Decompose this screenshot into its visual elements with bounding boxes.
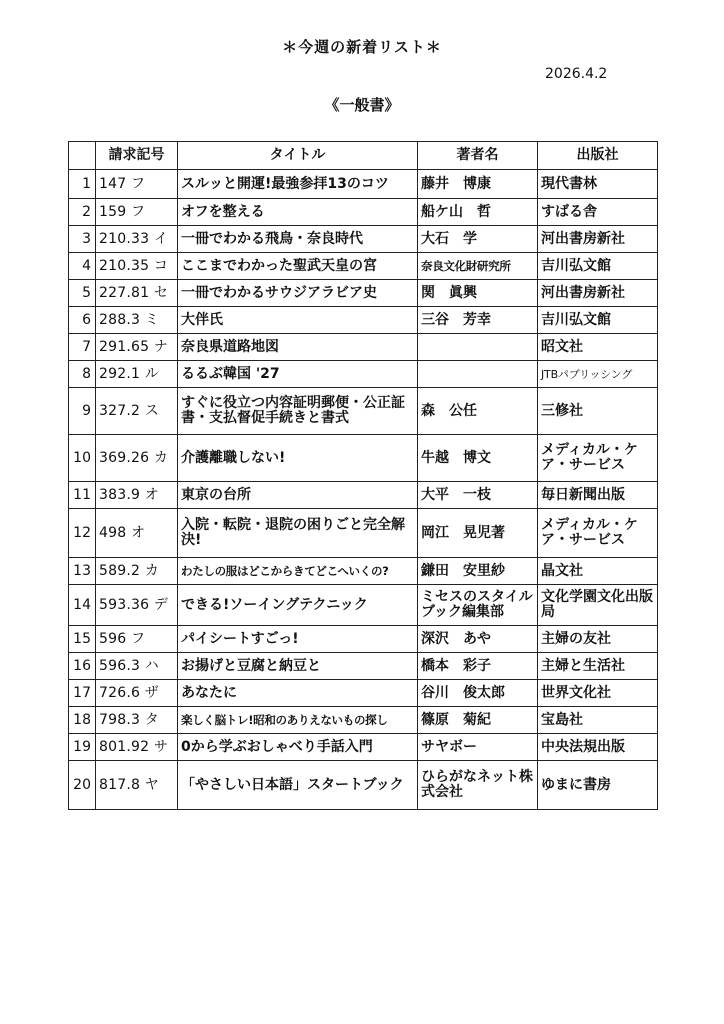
- publisher-cell: 河出書房新社: [538, 280, 658, 307]
- row-number: 4: [69, 253, 96, 280]
- list-title: ＊今週の新着リスト＊: [282, 38, 442, 56]
- author-cell: [418, 361, 538, 388]
- table-row: [69, 626, 658, 653]
- publisher-cell: 現代書林: [538, 170, 658, 199]
- title-cell: 大伴氏: [178, 307, 418, 334]
- author-cell: 深沢 あや: [418, 626, 538, 653]
- row-number: 12: [69, 509, 96, 558]
- table-row: [69, 558, 658, 585]
- call-number-cell: 227.81 セ: [96, 280, 178, 307]
- row-number: 19: [69, 734, 96, 761]
- title-cell: あなたに: [178, 680, 418, 707]
- call-number-cell: 596 フ: [96, 626, 178, 653]
- title-cell: ここまでわかった聖武天皇の宮: [178, 253, 418, 280]
- call-number-cell: 292.1 ル: [96, 361, 178, 388]
- call-number-cell: 291.65 ナ: [96, 334, 178, 361]
- title-cell: できる!ソーイングテクニック: [178, 585, 418, 626]
- publisher-cell: 中央法規出版: [538, 734, 658, 761]
- author-cell: 奈良文化財研究所: [418, 253, 538, 280]
- table-row: [69, 761, 658, 810]
- author-cell: サヤボー: [418, 734, 538, 761]
- title-cell: 奈良県道路地図: [178, 334, 418, 361]
- publisher-cell: 毎日新聞出版: [538, 482, 658, 509]
- call-number-cell: 147 フ: [96, 170, 178, 199]
- table-row: [69, 734, 658, 761]
- title-cell: わたしの服はどこからきてどこへいくの?: [178, 558, 418, 585]
- call-number-cell: 593.36 デ: [96, 585, 178, 626]
- call-number-cell: 498 オ: [96, 509, 178, 558]
- title-cell: るるぶ韓国 '27: [178, 361, 418, 388]
- title-cell: 一冊でわかるサウジアラビア史: [178, 280, 418, 307]
- author-cell: 篠原 菊紀: [418, 707, 538, 734]
- list-date: 2026.4.2: [545, 66, 608, 82]
- row-number: 14: [69, 585, 96, 626]
- header-title: タイトル: [178, 142, 418, 170]
- author-cell: 牛越 博文: [418, 435, 538, 482]
- publisher-cell: すばる舎: [538, 199, 658, 226]
- call-number-cell: 726.6 ザ: [96, 680, 178, 707]
- table-row: [69, 653, 658, 680]
- call-number-cell: 801.92 サ: [96, 734, 178, 761]
- row-number: 6: [69, 307, 96, 334]
- author-cell: 大平 一枝: [418, 482, 538, 509]
- author-cell: 関 眞興: [418, 280, 538, 307]
- table-row: [69, 170, 658, 199]
- row-number: 13: [69, 558, 96, 585]
- table-row: [69, 361, 658, 388]
- table-row: [69, 707, 658, 734]
- title-cell: お揚げと豆腐と納豆と: [178, 653, 418, 680]
- row-number: 2: [69, 199, 96, 226]
- table-row: [69, 435, 658, 482]
- author-cell: 橋本 彩子: [418, 653, 538, 680]
- row-number: 11: [69, 482, 96, 509]
- row-number: 5: [69, 280, 96, 307]
- table-row: [69, 680, 658, 707]
- row-number: 9: [69, 388, 96, 435]
- publisher-cell: 吉川弘文館: [538, 307, 658, 334]
- publisher-cell: 河出書房新社: [538, 226, 658, 253]
- row-number: 20: [69, 761, 96, 810]
- publisher-cell: メディカル・ケア・サービス: [538, 509, 658, 558]
- publisher-cell: 晶文社: [538, 558, 658, 585]
- row-number: 15: [69, 626, 96, 653]
- publisher-cell: 主婦と生活社: [538, 653, 658, 680]
- publisher-cell: メディカル・ケア・サービス: [538, 435, 658, 482]
- author-cell: ひらがなネット株式会社: [418, 761, 538, 810]
- table-row: [69, 199, 658, 226]
- author-cell: 谷川 俊太郎: [418, 680, 538, 707]
- title-cell: パイシートすごっ!: [178, 626, 418, 653]
- call-number-cell: 383.9 オ: [96, 482, 178, 509]
- row-number: 18: [69, 707, 96, 734]
- table-row: [69, 585, 658, 626]
- title-cell: 東京の台所: [178, 482, 418, 509]
- row-number: 8: [69, 361, 96, 388]
- table-row: [69, 334, 658, 361]
- row-number: 7: [69, 334, 96, 361]
- title-cell: 楽しく脳トレ!昭和のありえないもの探し: [178, 707, 418, 734]
- table-row: [69, 509, 658, 558]
- table-row: [69, 307, 658, 334]
- table-row: [69, 226, 658, 253]
- title-cell: 一冊でわかる飛鳥・奈良時代: [178, 226, 418, 253]
- call-number-cell: 327.2 ス: [96, 388, 178, 435]
- new-arrivals-table: [68, 141, 658, 810]
- author-cell: 船ケ山 哲: [418, 199, 538, 226]
- title-cell: すぐに役立つ内容証明郵便・公正証書・支払督促手続きと書式: [178, 388, 418, 435]
- publisher-cell: ゆまに書房: [538, 761, 658, 810]
- header-publisher: 出版社: [538, 142, 658, 170]
- publisher-cell: 三修社: [538, 388, 658, 435]
- author-cell: 森 公任: [418, 388, 538, 435]
- call-number-cell: 817.8 ヤ: [96, 761, 178, 810]
- table-header-row: [69, 142, 658, 170]
- author-cell: 三谷 芳幸: [418, 307, 538, 334]
- author-cell: ミセスのスタイルブック編集部: [418, 585, 538, 626]
- header-author: 著者名: [418, 142, 538, 170]
- title-cell: 「やさしい日本語」スタートブック: [178, 761, 418, 810]
- call-number-cell: 288.3 ミ: [96, 307, 178, 334]
- title-cell: オフを整える: [178, 199, 418, 226]
- table-row: [69, 280, 658, 307]
- publisher-cell: 昭文社: [538, 334, 658, 361]
- call-number-cell: 210.35 コ: [96, 253, 178, 280]
- row-number: 17: [69, 680, 96, 707]
- title-cell: 介護離職しない!: [178, 435, 418, 482]
- author-cell: 岡江 晃児著: [418, 509, 538, 558]
- header-number: [69, 142, 96, 170]
- author-cell: 藤井 博康: [418, 170, 538, 199]
- call-number-cell: 596.3 ハ: [96, 653, 178, 680]
- publisher-cell: 吉川弘文館: [538, 253, 658, 280]
- row-number: 16: [69, 653, 96, 680]
- publisher-cell: 世界文化社: [538, 680, 658, 707]
- publisher-cell: 主婦の友社: [538, 626, 658, 653]
- author-cell: 鎌田 安里紗: [418, 558, 538, 585]
- row-number: 10: [69, 435, 96, 482]
- call-number-cell: 369.26 カ: [96, 435, 178, 482]
- table-row: [69, 482, 658, 509]
- call-number-cell: 589.2 カ: [96, 558, 178, 585]
- call-number-cell: 159 フ: [96, 199, 178, 226]
- author-cell: 大石 学: [418, 226, 538, 253]
- section-heading: 《一般書》: [324, 96, 400, 114]
- row-number: 3: [69, 226, 96, 253]
- publisher-cell: 文化学園文化出版局: [538, 585, 658, 626]
- author-cell: [418, 334, 538, 361]
- call-number-cell: 210.33 イ: [96, 226, 178, 253]
- publisher-cell: JTBパブリッシング: [538, 361, 658, 388]
- table-row: [69, 388, 658, 435]
- call-number-cell: 798.3 タ: [96, 707, 178, 734]
- title-cell: 入院・転院・退院の困りごと完全解決!: [178, 509, 418, 558]
- row-number: 1: [69, 170, 96, 199]
- header-call-number: 請求記号: [96, 142, 178, 170]
- title-cell: スルッと開運!最強参拝13のコツ: [178, 170, 418, 199]
- title-cell: 0から学ぶおしゃべり手話入門: [178, 734, 418, 761]
- publisher-cell: 宝島社: [538, 707, 658, 734]
- table-row: [69, 253, 658, 280]
